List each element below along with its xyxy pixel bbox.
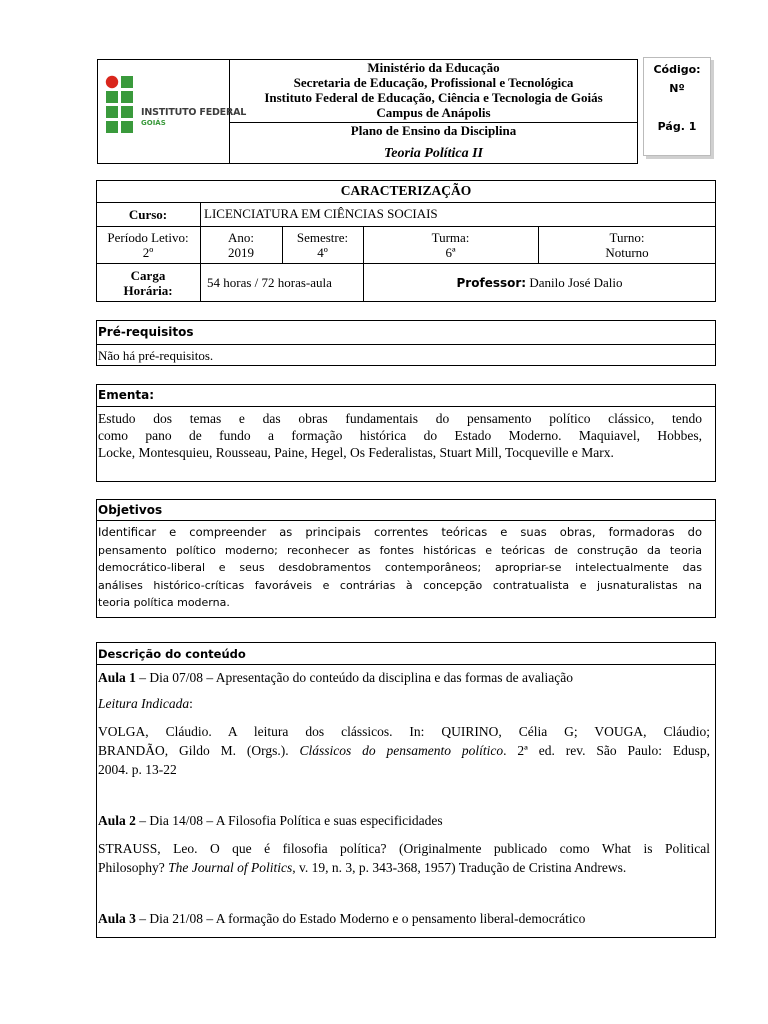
prereq-text: Não há pré-requisitos. bbox=[98, 348, 214, 363]
aula-3 bbox=[98, 911, 585, 927]
ementa-line: como pano de fundo a formação histórica do Estado Moderno. Maquiavel, Hobbes, bbox=[98, 428, 702, 443]
instituto-title: Instituto Federal de Educação, Ciência e Tecnologia de Goiás bbox=[264, 90, 603, 105]
row-divider bbox=[96, 344, 716, 345]
leitura-indicada bbox=[98, 696, 193, 712]
professor-label: Professor: bbox=[456, 276, 527, 290]
ref-book-title: Clássicos do pensamento político bbox=[299, 743, 504, 758]
aula-3-text: – Dia 21/08 – A formação do Estado Moderno e o pensamento liberal-democrático bbox=[135, 911, 586, 926]
periodo-value: 2º bbox=[142, 245, 154, 260]
aula-3-label: Aula 3 bbox=[98, 911, 136, 926]
curso-label: Curso: bbox=[128, 207, 168, 222]
plano-title: Plano de Ensino da Disciplina bbox=[350, 123, 517, 138]
carga-value: 54 horas / 72 horas-aula bbox=[207, 275, 332, 290]
campus-title: Campus de Anápolis bbox=[376, 105, 491, 120]
objetivos-line: pensamento político moderno; reconhecer as fontes históricas e teóricas de construção da teoria bbox=[98, 543, 702, 557]
logo-square bbox=[121, 121, 133, 133]
logo-square bbox=[121, 76, 133, 88]
if-logo-icon bbox=[104, 73, 222, 137]
ref-text: BRANDÃO, Gildo M. (Orgs.). bbox=[98, 743, 300, 758]
ref-text: , v. 19, n. 3, p. 343-368, 1957) Tradução de Cristina Andrews. bbox=[292, 860, 627, 875]
logo-red-dot bbox=[106, 76, 118, 88]
curso-value: LICENCIATURA EM CIÊNCIAS SOCIAIS bbox=[204, 206, 438, 221]
professor-value: Danilo José Dalio bbox=[529, 275, 623, 290]
objetivos-line: teoria política moderna. bbox=[98, 596, 230, 609]
ano-label: Ano: bbox=[228, 230, 254, 245]
logo-sub: GOIÁS bbox=[141, 119, 166, 127]
turno-label: Turno: bbox=[609, 230, 645, 245]
ref-line: STRAUSS, Leo. O que é filosofia política? (Originalmente publicado como What is Political bbox=[98, 841, 710, 856]
turno-value: Noturno bbox=[605, 245, 649, 260]
row-divider bbox=[96, 202, 716, 203]
ementa-line: Locke, Montesquieu, Rousseau, Paine, Hegel, Os Federalistas, Stuart Mill, Tocqueville e Marx. bbox=[98, 445, 614, 460]
semestre-label: Semestre: bbox=[296, 230, 349, 245]
caracterizacao-title: CARACTERIZAÇÃO bbox=[340, 183, 472, 198]
logo-square bbox=[106, 91, 118, 103]
numero-label: Nº bbox=[669, 82, 685, 95]
ano-value: 2019 bbox=[228, 245, 254, 260]
logo-square bbox=[106, 106, 118, 118]
logo-square bbox=[121, 91, 133, 103]
aula-2-label: Aula 2 bbox=[98, 813, 136, 828]
objetivos-title: Objetivos bbox=[98, 503, 163, 517]
ementa-title: Ementa: bbox=[98, 388, 155, 402]
aula-1-text: – Dia 07/08 – Apresentação do conteúdo da disciplina e das formas de avaliação bbox=[135, 670, 573, 685]
periodo-label: Período Letivo: bbox=[107, 230, 189, 245]
logo-square bbox=[121, 106, 133, 118]
row-divider bbox=[96, 226, 716, 227]
leitura-colon: : bbox=[189, 696, 193, 711]
logo bbox=[104, 73, 247, 137]
reference-2 bbox=[98, 839, 710, 877]
ref-line bbox=[98, 741, 710, 760]
aula-1 bbox=[98, 670, 573, 686]
row-divider bbox=[96, 664, 716, 665]
ministry-title: Ministério da Educação bbox=[367, 60, 500, 75]
carga-label-2: Horária: bbox=[123, 283, 173, 298]
leitura-label: Leitura Indicada bbox=[98, 696, 190, 711]
ref-journal-title: The Journal of Politics bbox=[168, 860, 293, 875]
turma-value: 6ª bbox=[445, 245, 456, 260]
reference-1 bbox=[98, 722, 710, 779]
ref-line: 2004. p. 13-22 bbox=[98, 762, 177, 777]
conteudo-box bbox=[96, 642, 716, 938]
carga-label-1: Carga bbox=[130, 268, 166, 283]
codigo-label: Código: bbox=[653, 63, 701, 76]
logo-name: INSTITUTO FEDERAL bbox=[141, 107, 247, 118]
row-divider bbox=[96, 406, 716, 407]
ementa-line: Estudo dos temas e das obras fundamentais do pensamento político clássico, tendo bbox=[98, 411, 702, 426]
ref-text: Philosophy? bbox=[98, 860, 169, 875]
aula-1-label: Aula 1 bbox=[98, 670, 136, 685]
objetivos-text bbox=[98, 524, 702, 612]
aula-2 bbox=[98, 813, 443, 829]
disciplina-title: Teoria Política II bbox=[383, 146, 484, 161]
row-divider bbox=[96, 520, 716, 521]
secretaria-title: Secretaria de Educação, Profissional e Tecnológica bbox=[293, 75, 574, 90]
turma-label: Turma: bbox=[431, 230, 470, 245]
objetivos-line: democrático-liberal e seus desdobramentos contemporâneos; apropriar-se intelectualmente das bbox=[98, 561, 702, 574]
objetivos-line: Identificar e compreender as principais correntes teóricas e suas obras, formadoras do bbox=[98, 525, 702, 539]
prereq-title: Pré-requisitos bbox=[98, 325, 194, 339]
ref-line bbox=[98, 858, 710, 877]
ref-text: . 2ª ed. rev. São Paulo: Edusp, bbox=[503, 743, 710, 758]
logo-square bbox=[106, 121, 118, 133]
objetivos-line: análises histórico-críticas favoráveis e contrárias à concepção contratualista e jusnaturalistas na bbox=[98, 578, 702, 592]
row-divider bbox=[96, 263, 716, 264]
ref-line: VOLGA, Cláudio. A leitura dos clássicos. In: QUIRINO, Célia G; VOUGA, Cláudio; bbox=[98, 724, 710, 739]
semestre-value: 4º bbox=[317, 245, 328, 260]
ementa-text bbox=[98, 410, 702, 461]
pagina-label: Pág. 1 bbox=[657, 120, 697, 133]
professor-cell bbox=[363, 275, 716, 291]
conteudo-title: Descrição do conteúdo bbox=[98, 647, 246, 661]
aula-2-text: – Dia 14/08 – A Filosofia Política e suas especificidades bbox=[135, 813, 443, 828]
